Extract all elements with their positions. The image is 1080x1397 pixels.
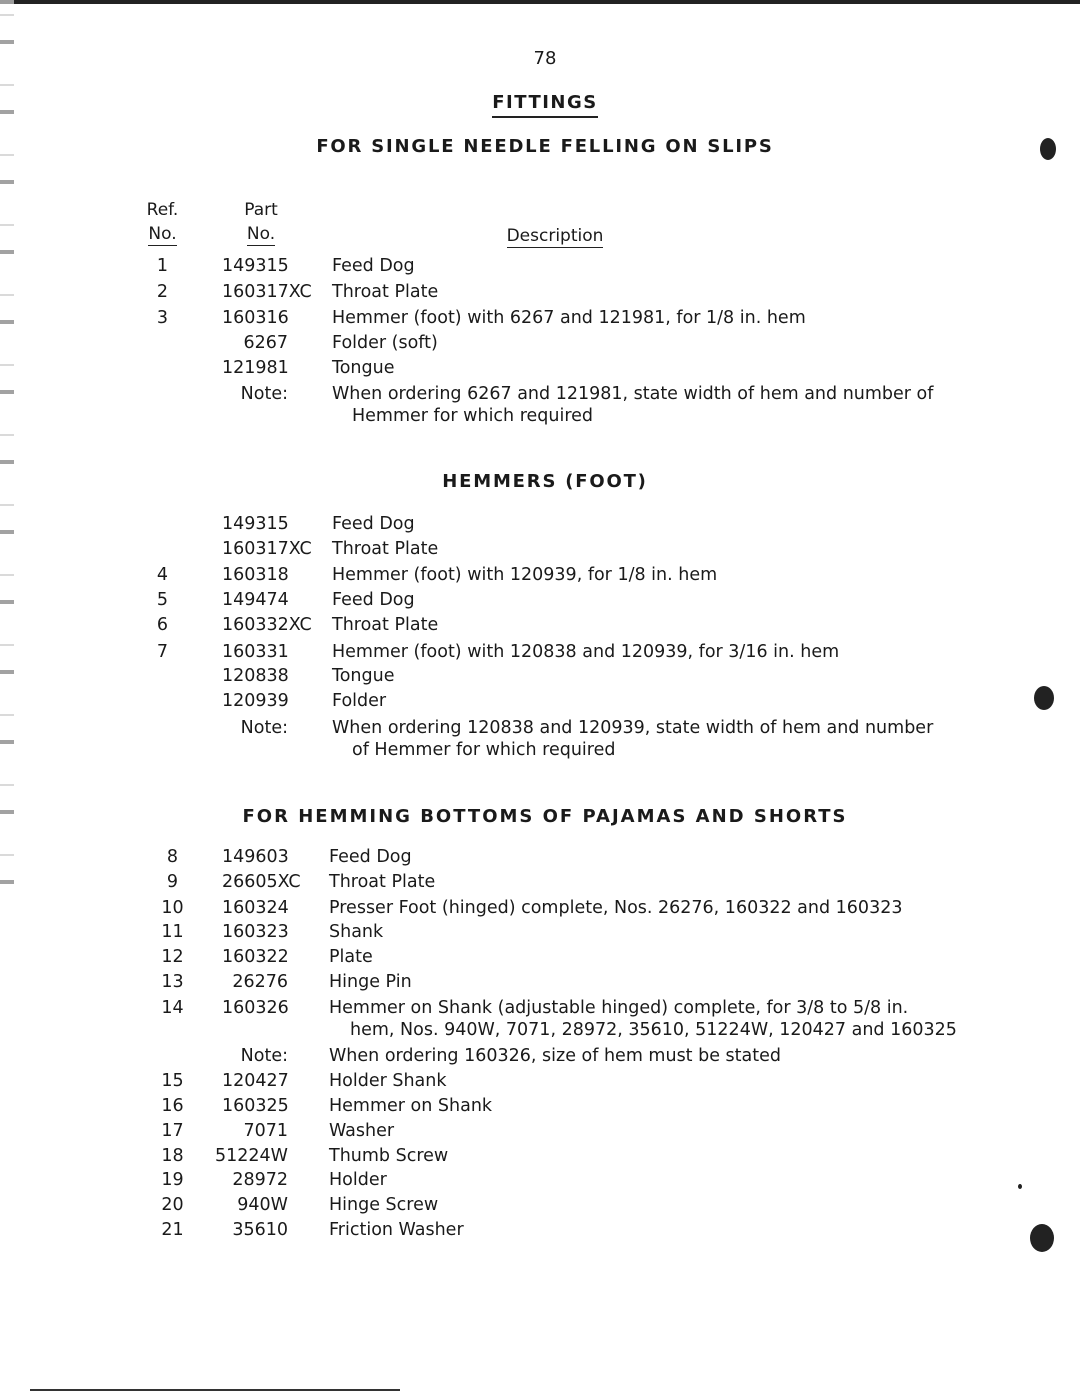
part-description: Hemmer (foot) with 6267 and 121981, for 1/8 in. hem [332, 308, 806, 328]
table-row [0, 970, 1080, 995]
table-row [0, 537, 1080, 562]
table-row [0, 1193, 1080, 1218]
ref-number: 5 [156, 590, 169, 610]
part-description: Presser Foot (hinged) complete, Nos. 26276, 160322 and 160323 [329, 898, 903, 918]
part-number: 160316 [222, 308, 289, 328]
part-number: 149603 [222, 847, 289, 867]
part-number: 28972 [232, 1170, 288, 1190]
part-number: 35610 [232, 1220, 288, 1240]
part-description: When ordering 160326, size of hem must be stated [329, 1046, 781, 1066]
part-description: Throat Plate [332, 615, 439, 635]
ref-number: 1 [156, 256, 169, 276]
ref-number: 9 [166, 872, 179, 892]
part-description: Throat Plate [329, 872, 436, 892]
ref-number: 12 [161, 947, 184, 967]
table-row [0, 896, 1080, 921]
part-number: 6267 [243, 333, 288, 353]
part-number: 160323 [222, 922, 289, 942]
table-row [0, 254, 1080, 279]
part-description: Hemmer on Shank (adjustable hinged) complete, for 3/8 to 5/8 in. [329, 998, 909, 1018]
description-header: Description [506, 226, 604, 246]
part-description-continued: of Hemmer for which required [352, 740, 616, 760]
part-description: Throat Plate [332, 539, 439, 559]
part-number: 160317XC [222, 282, 312, 302]
page-title-text: FITTINGS [492, 92, 597, 118]
part-description: Feed Dog [332, 590, 415, 610]
table-row [0, 920, 1080, 945]
part-description: Tongue [332, 358, 395, 378]
ref-number: 11 [161, 922, 184, 942]
note-label: Note: [240, 384, 288, 404]
table-row [0, 716, 1080, 760]
table-row [0, 1168, 1080, 1193]
part-description: Hemmer (foot) with 120838 and 120939, for 3/16 in. hem [332, 642, 840, 662]
note-label: Note: [240, 1046, 288, 1066]
scan-left-edge [0, 0, 14, 900]
table-row [0, 306, 1080, 331]
table-row [0, 382, 1080, 426]
part-description-continued: Hemmer for which required [352, 406, 594, 426]
ref-number: 14 [161, 998, 184, 1018]
ref-number: 13 [161, 972, 184, 992]
ref-number: 2 [156, 282, 169, 302]
part-number: 160332XC [222, 615, 312, 635]
table-row [0, 1044, 1080, 1069]
table-row [0, 640, 1080, 665]
ref-number: 20 [161, 1195, 184, 1215]
part-description: Friction Washer [329, 1220, 464, 1240]
table-row [0, 613, 1080, 638]
table-row [0, 996, 1080, 1040]
part-description: Feed Dog [332, 256, 415, 276]
ref-number: 21 [161, 1220, 184, 1240]
scan-top-border [0, 0, 1080, 4]
part-number: 26276 [232, 972, 288, 992]
table-row [0, 689, 1080, 714]
ref-number: 15 [161, 1071, 184, 1091]
part-number: 160318 [222, 565, 289, 585]
part-column-header [226, 198, 296, 246]
part-description: Plate [329, 947, 373, 967]
table-row [0, 945, 1080, 970]
note-label: Note: [240, 718, 288, 738]
part-number: 160324 [222, 898, 289, 918]
part-number: 149315 [222, 514, 289, 534]
part-number: 160322 [222, 947, 289, 967]
ref-number: 19 [161, 1170, 184, 1190]
table-row [0, 331, 1080, 356]
ref-header-line1: Ref. [146, 200, 179, 220]
table-row [0, 1069, 1080, 1094]
part-description: Washer [329, 1121, 395, 1141]
part-description: Hinge Screw [329, 1195, 439, 1215]
table-row [0, 1218, 1080, 1243]
table-row [0, 512, 1080, 537]
part-description: Holder [329, 1170, 387, 1190]
page-number: 78 [533, 48, 557, 69]
table-row [0, 1144, 1080, 1169]
table-row [0, 870, 1080, 895]
part-description: Holder Shank [329, 1071, 447, 1091]
table-row [0, 280, 1080, 305]
part-description: Hemmer (foot) with 120939, for 1/8 in. hem [332, 565, 718, 585]
ref-column-header [140, 198, 185, 246]
part-description: Feed Dog [329, 847, 412, 867]
ref-number: 4 [156, 565, 169, 585]
section-heading-pajamas-shorts: FOR HEMMING BOTTOMS OF PAJAMAS AND SHORTS [242, 806, 848, 827]
table-row [0, 588, 1080, 613]
ref-number: 7 [156, 642, 169, 662]
ref-number: 3 [156, 308, 169, 328]
scan-bottom-line [30, 1389, 400, 1391]
part-description: Tongue [332, 666, 395, 686]
part-description: Hemmer on Shank [329, 1096, 493, 1116]
part-description: When ordering 120838 and 120939, state width of hem and number [332, 718, 934, 738]
table-row [0, 664, 1080, 689]
part-number: 160325 [222, 1096, 289, 1116]
part-number: 149474 [222, 590, 289, 610]
section-heading-hemmers-foot: HEMMERS (FOOT) [442, 471, 648, 492]
ref-number: 17 [161, 1121, 184, 1141]
section-heading-single-needle: FOR SINGLE NEEDLE FELLING ON SLIPS [316, 136, 774, 157]
ref-number: 18 [161, 1146, 184, 1166]
table-row [0, 845, 1080, 870]
part-number: 940W [237, 1195, 288, 1215]
part-number: 120939 [222, 691, 289, 711]
part-number: 26605XC [222, 872, 301, 892]
ref-header-line2: No. [148, 224, 177, 244]
ref-number: 16 [161, 1096, 184, 1116]
part-description: Folder (soft) [332, 333, 438, 353]
page-title [0, 92, 1080, 113]
table-row [0, 1094, 1080, 1119]
part-header-line2: No. [246, 224, 276, 244]
table-row [0, 356, 1080, 381]
ref-number: 10 [161, 898, 184, 918]
part-number: 121981 [222, 358, 289, 378]
table-row [0, 1119, 1080, 1144]
ref-number: 8 [166, 847, 179, 867]
part-number: 120427 [222, 1071, 289, 1091]
part-number: 160326 [222, 998, 289, 1018]
part-description: Thumb Screw [329, 1146, 449, 1166]
part-description: Feed Dog [332, 514, 415, 534]
part-description: Shank [329, 922, 384, 942]
part-number: 120838 [222, 666, 289, 686]
part-description: Folder [332, 691, 387, 711]
description-column-header [500, 224, 610, 248]
part-number: 149315 [222, 256, 289, 276]
part-description-continued: hem, Nos. 940W, 7071, 28972, 35610, 51224W, 120427 and 160325 [350, 1020, 957, 1040]
part-number: 7071 [243, 1121, 288, 1141]
table-row [0, 563, 1080, 588]
part-description: When ordering 6267 and 121981, state width of hem and number of [332, 384, 934, 404]
part-number: 160331 [222, 642, 289, 662]
ref-number: 6 [156, 615, 169, 635]
part-header-line1: Part [244, 200, 278, 220]
part-number: 160317XC [222, 539, 312, 559]
part-description: Hinge Pin [329, 972, 412, 992]
part-number: 51224W [215, 1146, 288, 1166]
part-description: Throat Plate [332, 282, 439, 302]
